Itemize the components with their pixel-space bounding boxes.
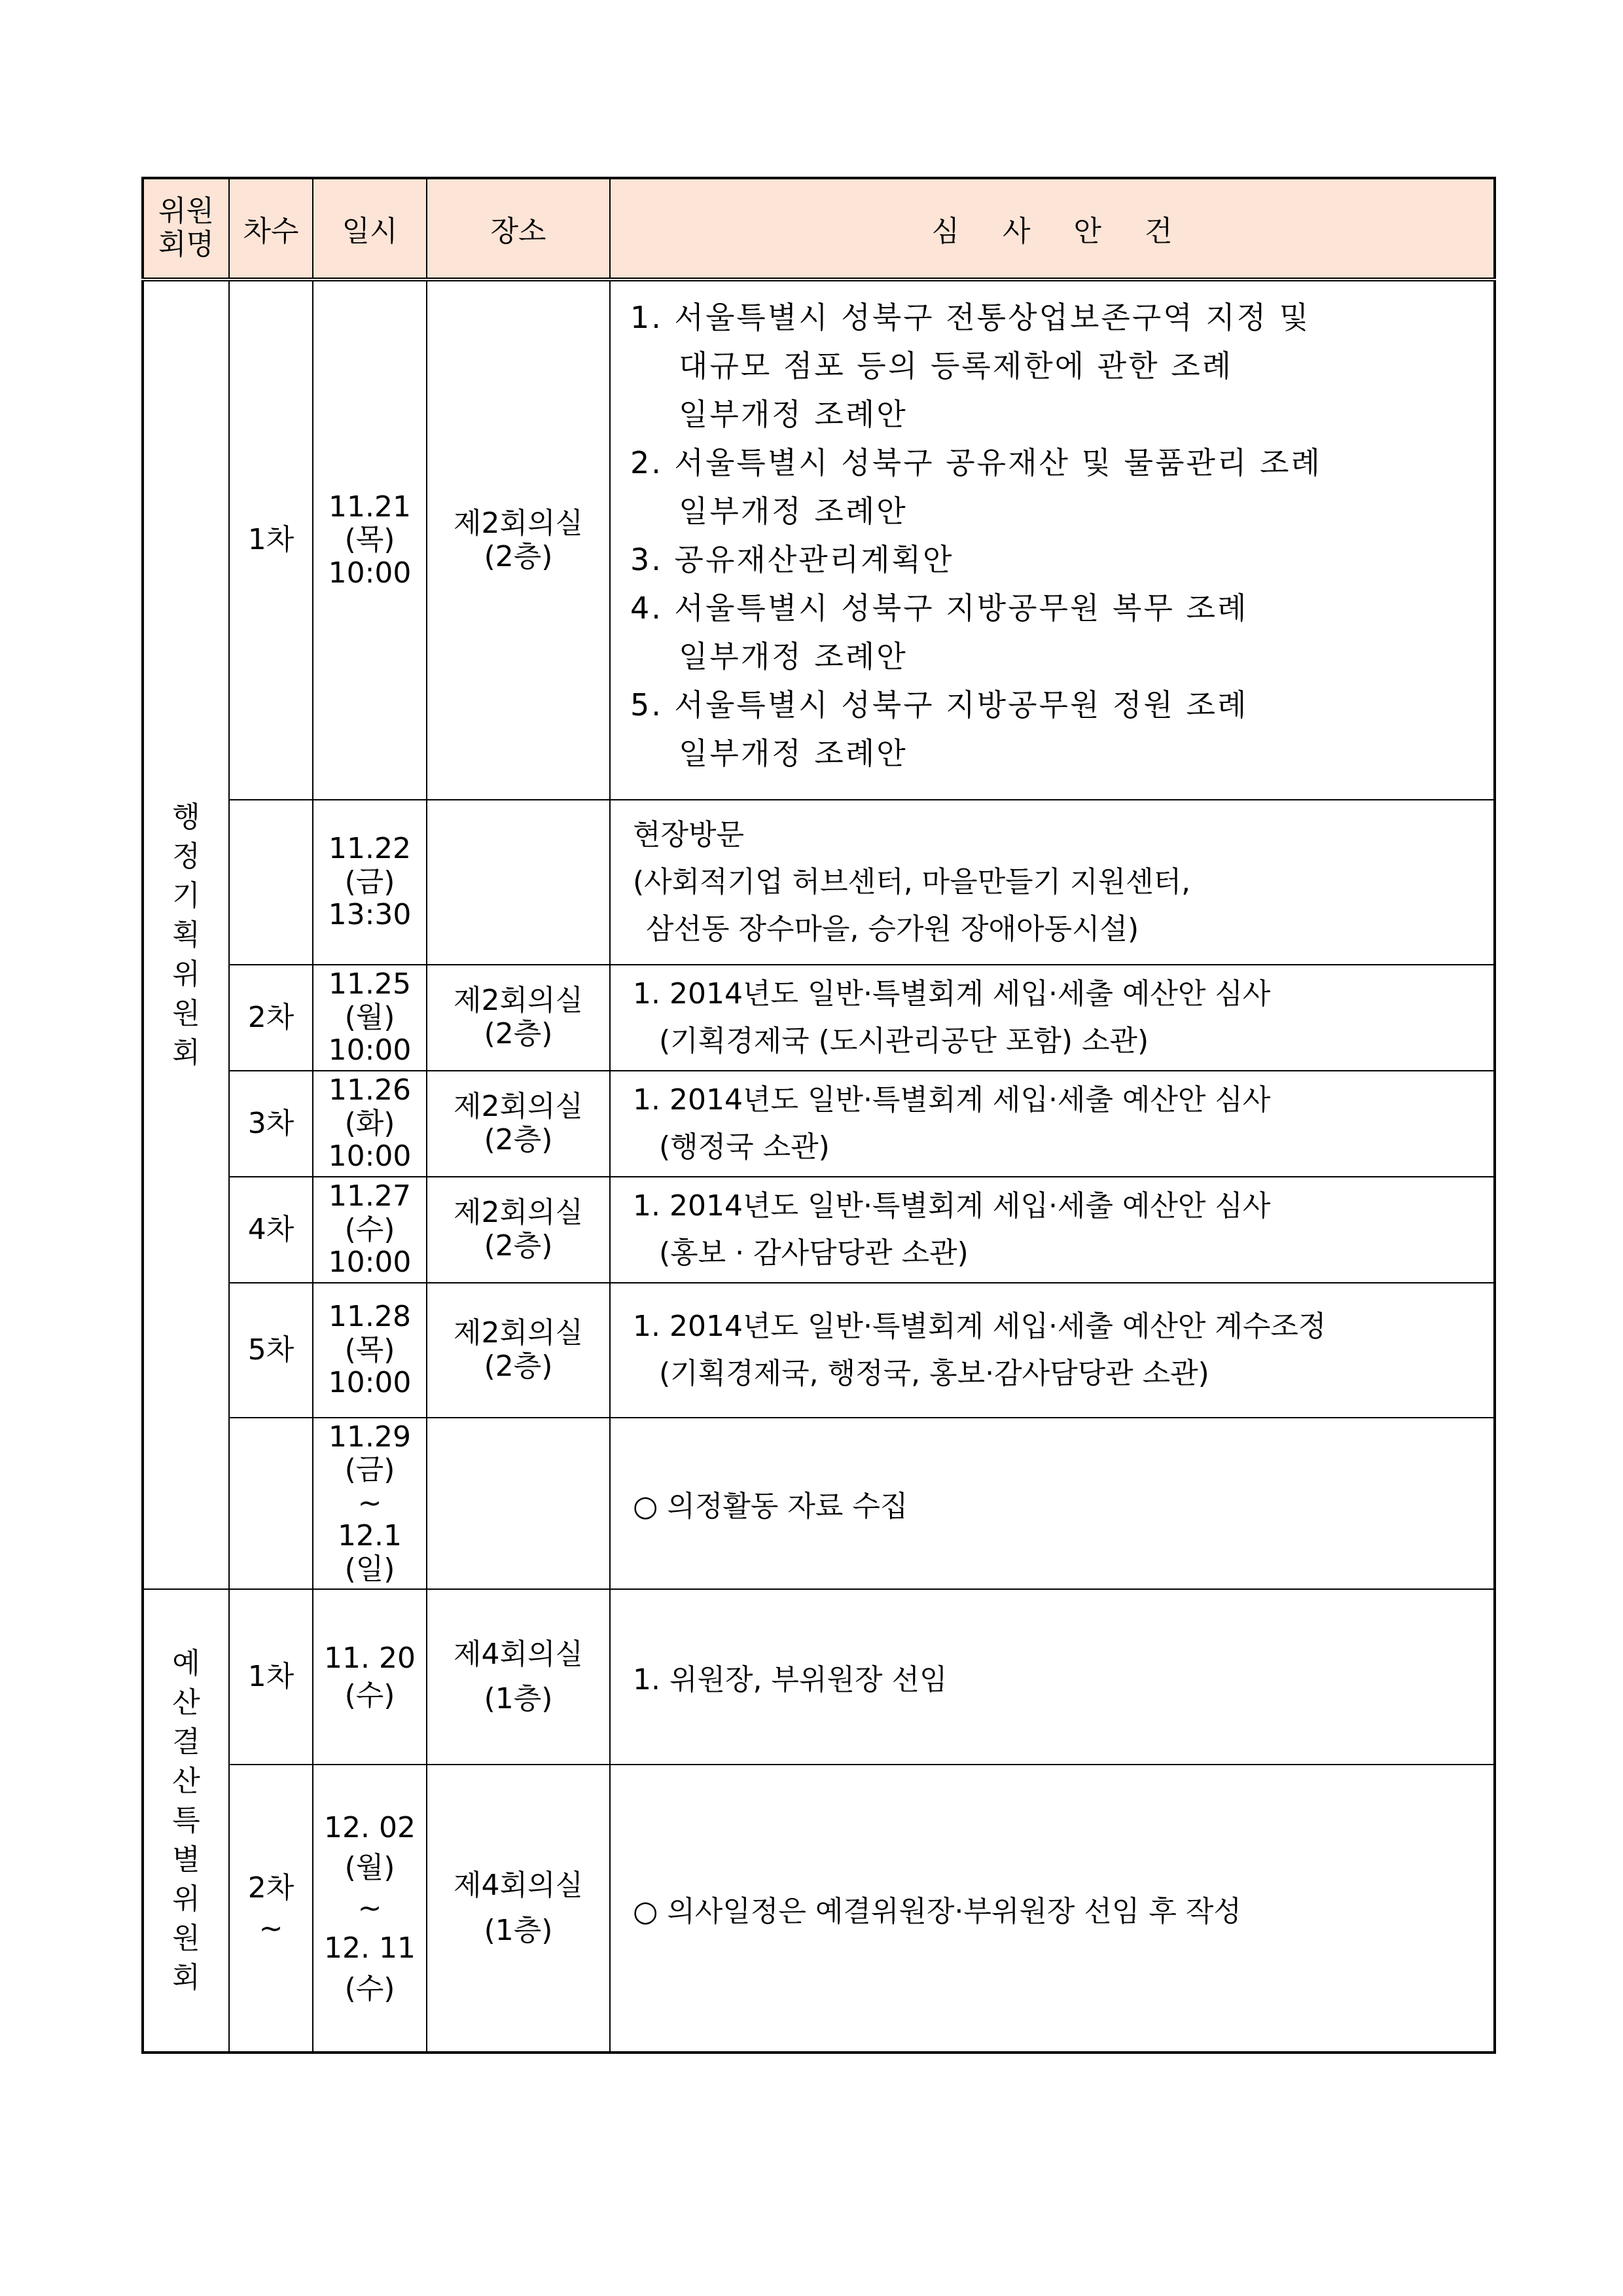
session-date: 11. 20 (수) <box>313 1589 427 1765</box>
session-place: 제2회의실 (2층) <box>427 1283 610 1418</box>
session-round: 3차 <box>229 1071 313 1177</box>
session-agenda: 1. 서울특별시 성북구 전통상업보존구역 지정 및 대규모 점포 등의 등록제한에 관한 조례 일부개정 조례안 2. 서울특별시 성북구 공유재산 및 물품관리 조례 일부개정 조례안 3. 공유재산관리계획안 4. 서울특별시 성북구 지방공무원 복무 조례 일부개정 조례안 5. 서울특별시 성북구 지방공무원 정원 조례 일부개정 조례안 <box>610 279 1495 800</box>
session-agenda: 1. 2014년도 일반·특별회계 세입·세출 예산안 심사 (기획경제국 (도시관리공단 포함) 소관) <box>610 965 1495 1071</box>
session-date: 11.25 (월) 10:00 <box>313 965 427 1071</box>
session-agenda: ○ 의정활동 자료 수집 <box>610 1418 1495 1589</box>
session-agenda: 1. 2014년도 일반·특별회계 세입·세출 예산안 계수조정 (기획경제국, 행정국, 홍보·감사담당관 소관) <box>610 1283 1495 1418</box>
session-round: 1차 <box>229 279 313 800</box>
session-date: 11.27 (수) 10:00 <box>313 1177 427 1283</box>
session-place <box>427 1418 610 1589</box>
session-place: 제2회의실 (2층) <box>427 965 610 1071</box>
header-datetime: 일시 <box>313 178 427 279</box>
session-place: 제2회의실 (2층) <box>427 1177 610 1283</box>
session-round: 1차 <box>229 1589 313 1765</box>
table-row <box>143 1283 1495 1418</box>
session-date: 11.29 (금) ~ 12.1 (일) <box>313 1418 427 1589</box>
session-place: 제2회의실 (2층) <box>427 279 610 800</box>
session-round: 2차 ~ <box>229 1765 313 2053</box>
session-round: 2차 <box>229 965 313 1071</box>
committee-name-budget: 예 산 결 산 특 별 위 원 회 <box>143 1589 229 2053</box>
schedule-table <box>141 177 1496 2054</box>
session-round <box>229 1418 313 1589</box>
table-row <box>143 1177 1495 1283</box>
session-date: 11.22 (금) 13:30 <box>313 800 427 965</box>
header-round: 차수 <box>229 178 313 279</box>
session-round: 4차 <box>229 1177 313 1283</box>
session-place: 제4회의실 (1층) <box>427 1765 610 2053</box>
session-agenda: 1. 2014년도 일반·특별회계 세입·세출 예산안 심사 (홍보 · 감사담당관 소관) <box>610 1177 1495 1283</box>
session-agenda: 현장방문 (사회적기업 허브센터, 마을만들기 지원센터, 삼선동 장수마을, 승가원 장애아동시설) <box>610 800 1495 965</box>
header-committee: 위원 회명 <box>143 178 229 279</box>
table-row <box>143 1765 1495 2053</box>
session-agenda: 1. 위원장, 부위원장 선임 <box>610 1589 1495 1765</box>
session-agenda: 1. 2014년도 일반·특별회계 세입·세출 예산안 심사 (행정국 소관) <box>610 1071 1495 1177</box>
table-row <box>143 965 1495 1071</box>
session-round: 5차 <box>229 1283 313 1418</box>
session-date: 11.26 (화) 10:00 <box>313 1071 427 1177</box>
header-place: 장소 <box>427 178 610 279</box>
session-place: 제2회의실 (2층) <box>427 1071 610 1177</box>
table-row <box>143 800 1495 965</box>
table-row <box>143 279 1495 800</box>
table-row <box>143 1071 1495 1177</box>
session-date: 11.28 (목) 10:00 <box>313 1283 427 1418</box>
session-place: 제4회의실 (1층) <box>427 1589 610 1765</box>
session-round <box>229 800 313 965</box>
session-date: 12. 02 (월) ~ 12. 11 (수) <box>313 1765 427 2053</box>
session-agenda: ○ 의사일정은 예결위원장·부위원장 선임 후 작성 <box>610 1765 1495 2053</box>
table-row <box>143 1418 1495 1589</box>
session-place <box>427 800 610 965</box>
committee-name-admin: 행 정 기 획 위 원 회 <box>143 279 229 1589</box>
table-row <box>143 1589 1495 1765</box>
header-agenda: 심 사 안 건 <box>610 178 1495 279</box>
header-row <box>143 178 1495 279</box>
session-date: 11.21 (목) 10:00 <box>313 279 427 800</box>
